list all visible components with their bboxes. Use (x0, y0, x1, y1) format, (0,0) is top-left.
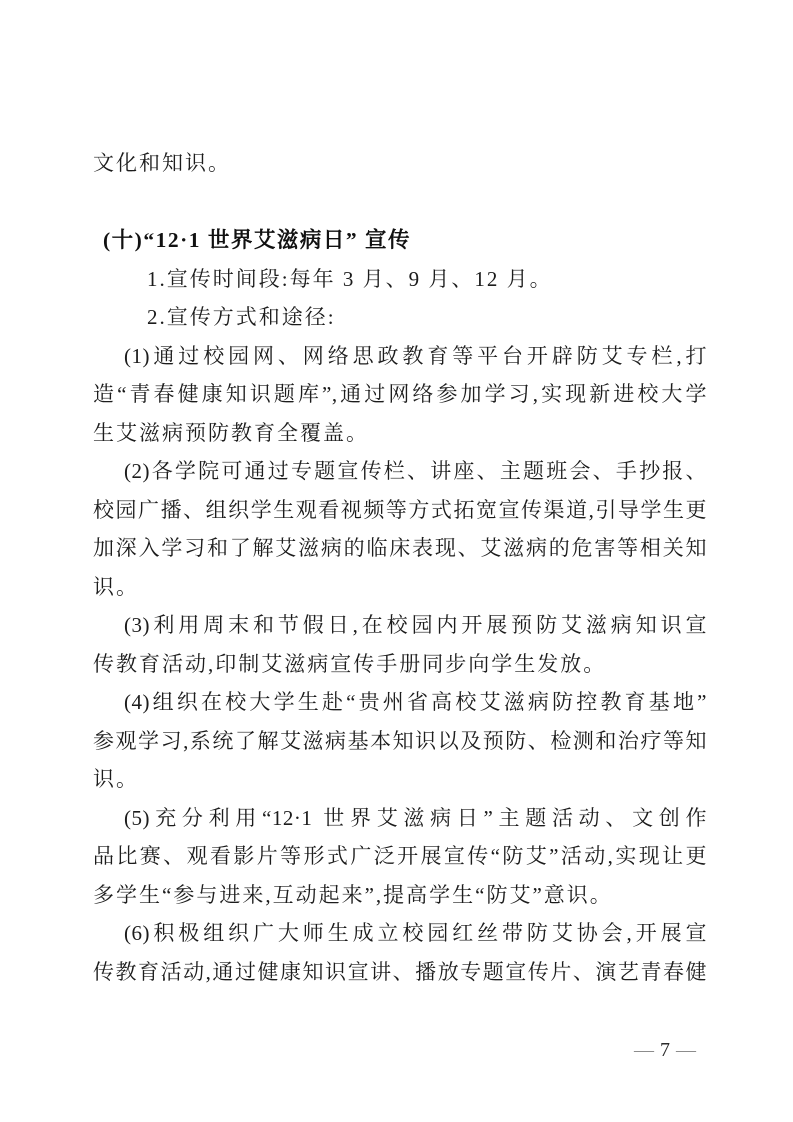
paragraph-1-line-1: (1)通过校园网、网络思政教育等平台开辟防艾专栏,打 (124, 343, 707, 368)
paragraphs-container (93, 337, 707, 992)
paragraph-1-line-2: 造“青春健康知识题库”,通过网络参加学习,实现新进校大学 (93, 382, 707, 406)
paragraph-6-line-2: 传教育活动,通过健康知识宣讲、播放专题宣传片、演艺青春健 (93, 959, 707, 984)
page-number-dash-left: — (634, 1039, 654, 1061)
continuation-text: 文化和知识。 (93, 151, 231, 175)
paragraph-3-line-2: 传教育活动,印制艾滋病宣传手册同步向学生发放。 (93, 651, 607, 676)
paragraph-2-line-4: 识。 (93, 574, 139, 599)
paragraph-5-line-1: (5)充分利用“12·1 世界艾滋病日”主题活动、文创作 (124, 805, 707, 830)
paragraph-4-line-3: 识。 (93, 767, 139, 791)
paragraph-5-line-2: 品比赛、观看影片等形式广泛开展宣传“防艾”活动,实现让更 (93, 844, 707, 868)
paragraph-6-line-1: (6)积极组织广大师生成立校园红丝带防艾协会,开展宣 (124, 921, 707, 945)
paragraph-2-line-2: 校园广播、组织学生观看视频等方式拓宽宣传渠道,引导学生更 (93, 497, 707, 522)
blank-line (93, 183, 707, 222)
paragraph-2-line-1: (2)各学院可通过专题宣传栏、讲座、主题班会、手抄报、 (124, 459, 707, 483)
numbered-item-2: 2.宣传方式和途径: (147, 305, 336, 329)
section-heading: (十)“12·1 世界艾滋病日” 宣传 (103, 228, 411, 252)
page-number (628, 1038, 702, 1062)
page-number-dash-right: — (676, 1039, 696, 1061)
document-body (93, 144, 707, 991)
paragraph-3-line-1: (3)利用周末和节假日,在校园内开展预防艾滋病知识宣 (124, 613, 707, 637)
page-number-value: 7 (660, 1039, 670, 1061)
paragraph-5-line-3: 多学生“参与进来,互动起来”,提高学生“防艾”意识。 (93, 882, 613, 907)
paragraph-4-line-1: (4)组织在校大学生赴“贵州省高校艾滋病防控教育基地” (124, 690, 707, 714)
paragraph-1-line-3: 生艾滋病预防教育全覆盖。 (93, 420, 369, 445)
paragraph-2-line-3: 加深入学习和了解艾滋病的临床表现、艾滋病的危害等相关知 (93, 536, 707, 560)
numbered-item-1: 1.宣传时间段:每年 3 月、9 月、12 月。 (147, 266, 553, 291)
paragraph-4-line-2: 参观学习,系统了解艾滋病基本知识以及预防、检测和治疗等知 (93, 728, 707, 753)
